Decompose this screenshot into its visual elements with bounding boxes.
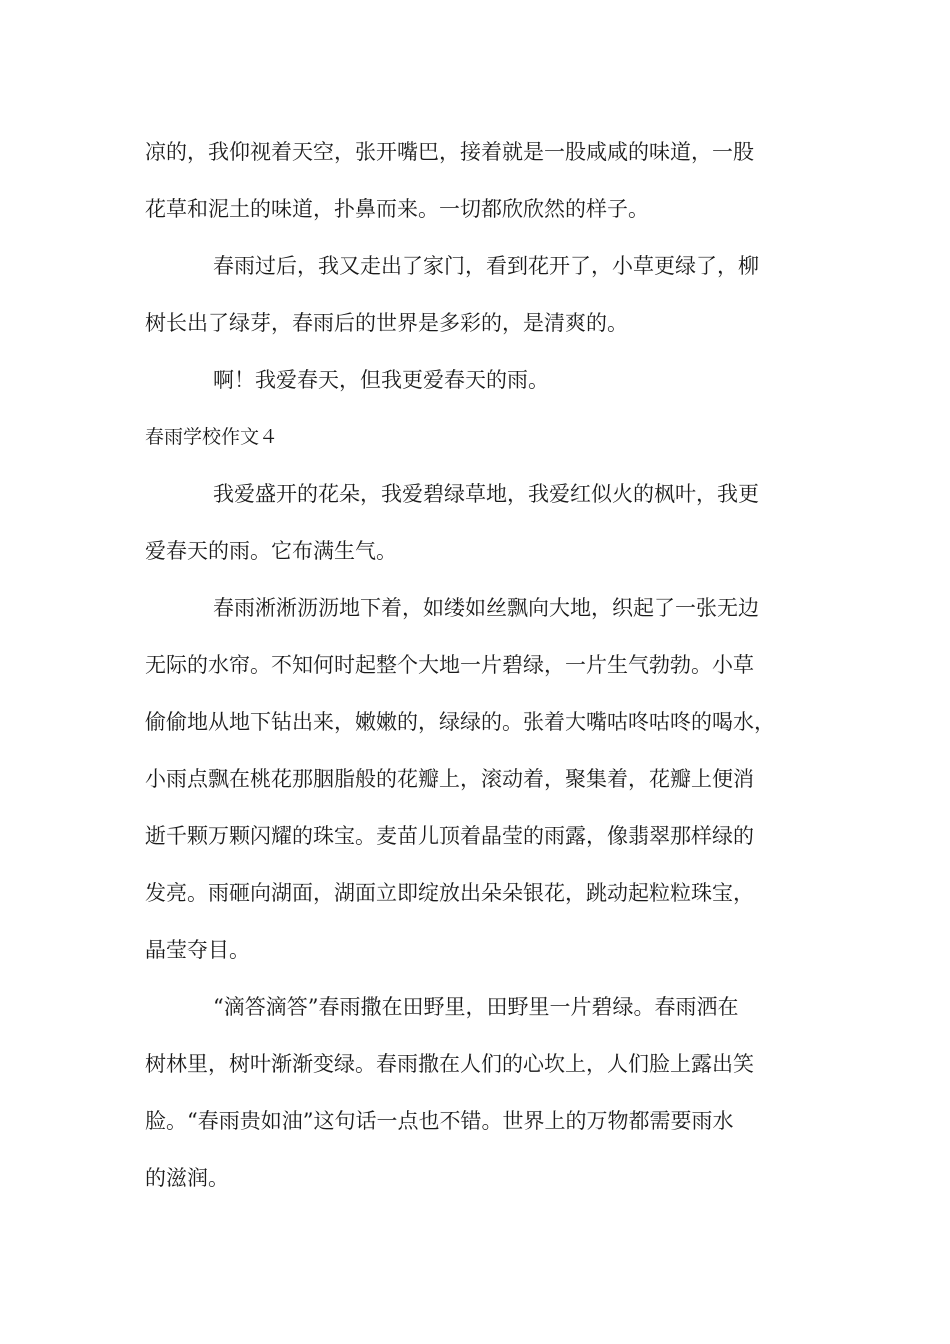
- paragraph-line: 春雨淅淅沥沥地下着，如缕如丝飘向大地，织起了一张无边: [213, 596, 759, 620]
- paragraph-line: 小雨点飘在桃花那胭脂般的花瓣上，滚动着，聚集着，花瓣上便消: [145, 767, 754, 791]
- paragraph-line: 逝千颗万颗闪耀的珠宝。麦苗儿顶着晶莹的雨露，像翡翠那样绿的: [145, 824, 754, 848]
- paragraph-line: 爱春天的雨。它布满生气。: [145, 539, 397, 563]
- section-heading: 春雨学校作文４: [145, 426, 279, 448]
- paragraph-line: 发亮。雨砸向湖面，湖面立即绽放出朵朵银花，跳动起粒粒珠宝，: [145, 881, 754, 905]
- paragraph-line: 春雨过后，我又走出了家门，看到花开了，小草更绿了，柳: [213, 254, 759, 278]
- paragraph-line: 脸。“春雨贵如油”这句话一点也不错。世界上的万物都需要雨水: [145, 1109, 734, 1133]
- paragraph-line: 树林里，树叶渐渐变绿。春雨撒在人们的心坎上，人们脸上露出笑: [145, 1052, 754, 1076]
- paragraph-line: 无际的水帘。不知何时起整个大地一片碧绿，一片生气勃勃。小草: [145, 653, 754, 677]
- paragraph-line: 树长出了绿芽，春雨后的世界是多彩的，是清爽的。: [145, 311, 628, 335]
- paragraph-line: 的滋润。: [145, 1166, 229, 1190]
- paragraph-line: 啊！我爱春天，但我更爱春天的雨。: [213, 368, 549, 392]
- paragraph-line: 凉的，我仰视着天空，张开嘴巴，接着就是一股咸咸的味道，一股: [145, 140, 754, 164]
- paragraph-line: 晶莹夺目。: [145, 938, 250, 962]
- paragraph-line: 偷偷地从地下钻出来，嫩嫩的，绿绿的。张着大嘴咕咚咕咚的喝水，: [145, 710, 775, 734]
- paragraph-line: 花草和泥土的味道，扑鼻而来。一切都欣欣然的样子。: [145, 197, 649, 221]
- paragraph-line: 我爱盛开的花朵，我爱碧绿草地，我爱红似火的枫叶，我更: [213, 482, 759, 506]
- paragraph-line: “滴答滴答”春雨撒在田野里，田野里一片碧绿。春雨洒在: [213, 995, 739, 1019]
